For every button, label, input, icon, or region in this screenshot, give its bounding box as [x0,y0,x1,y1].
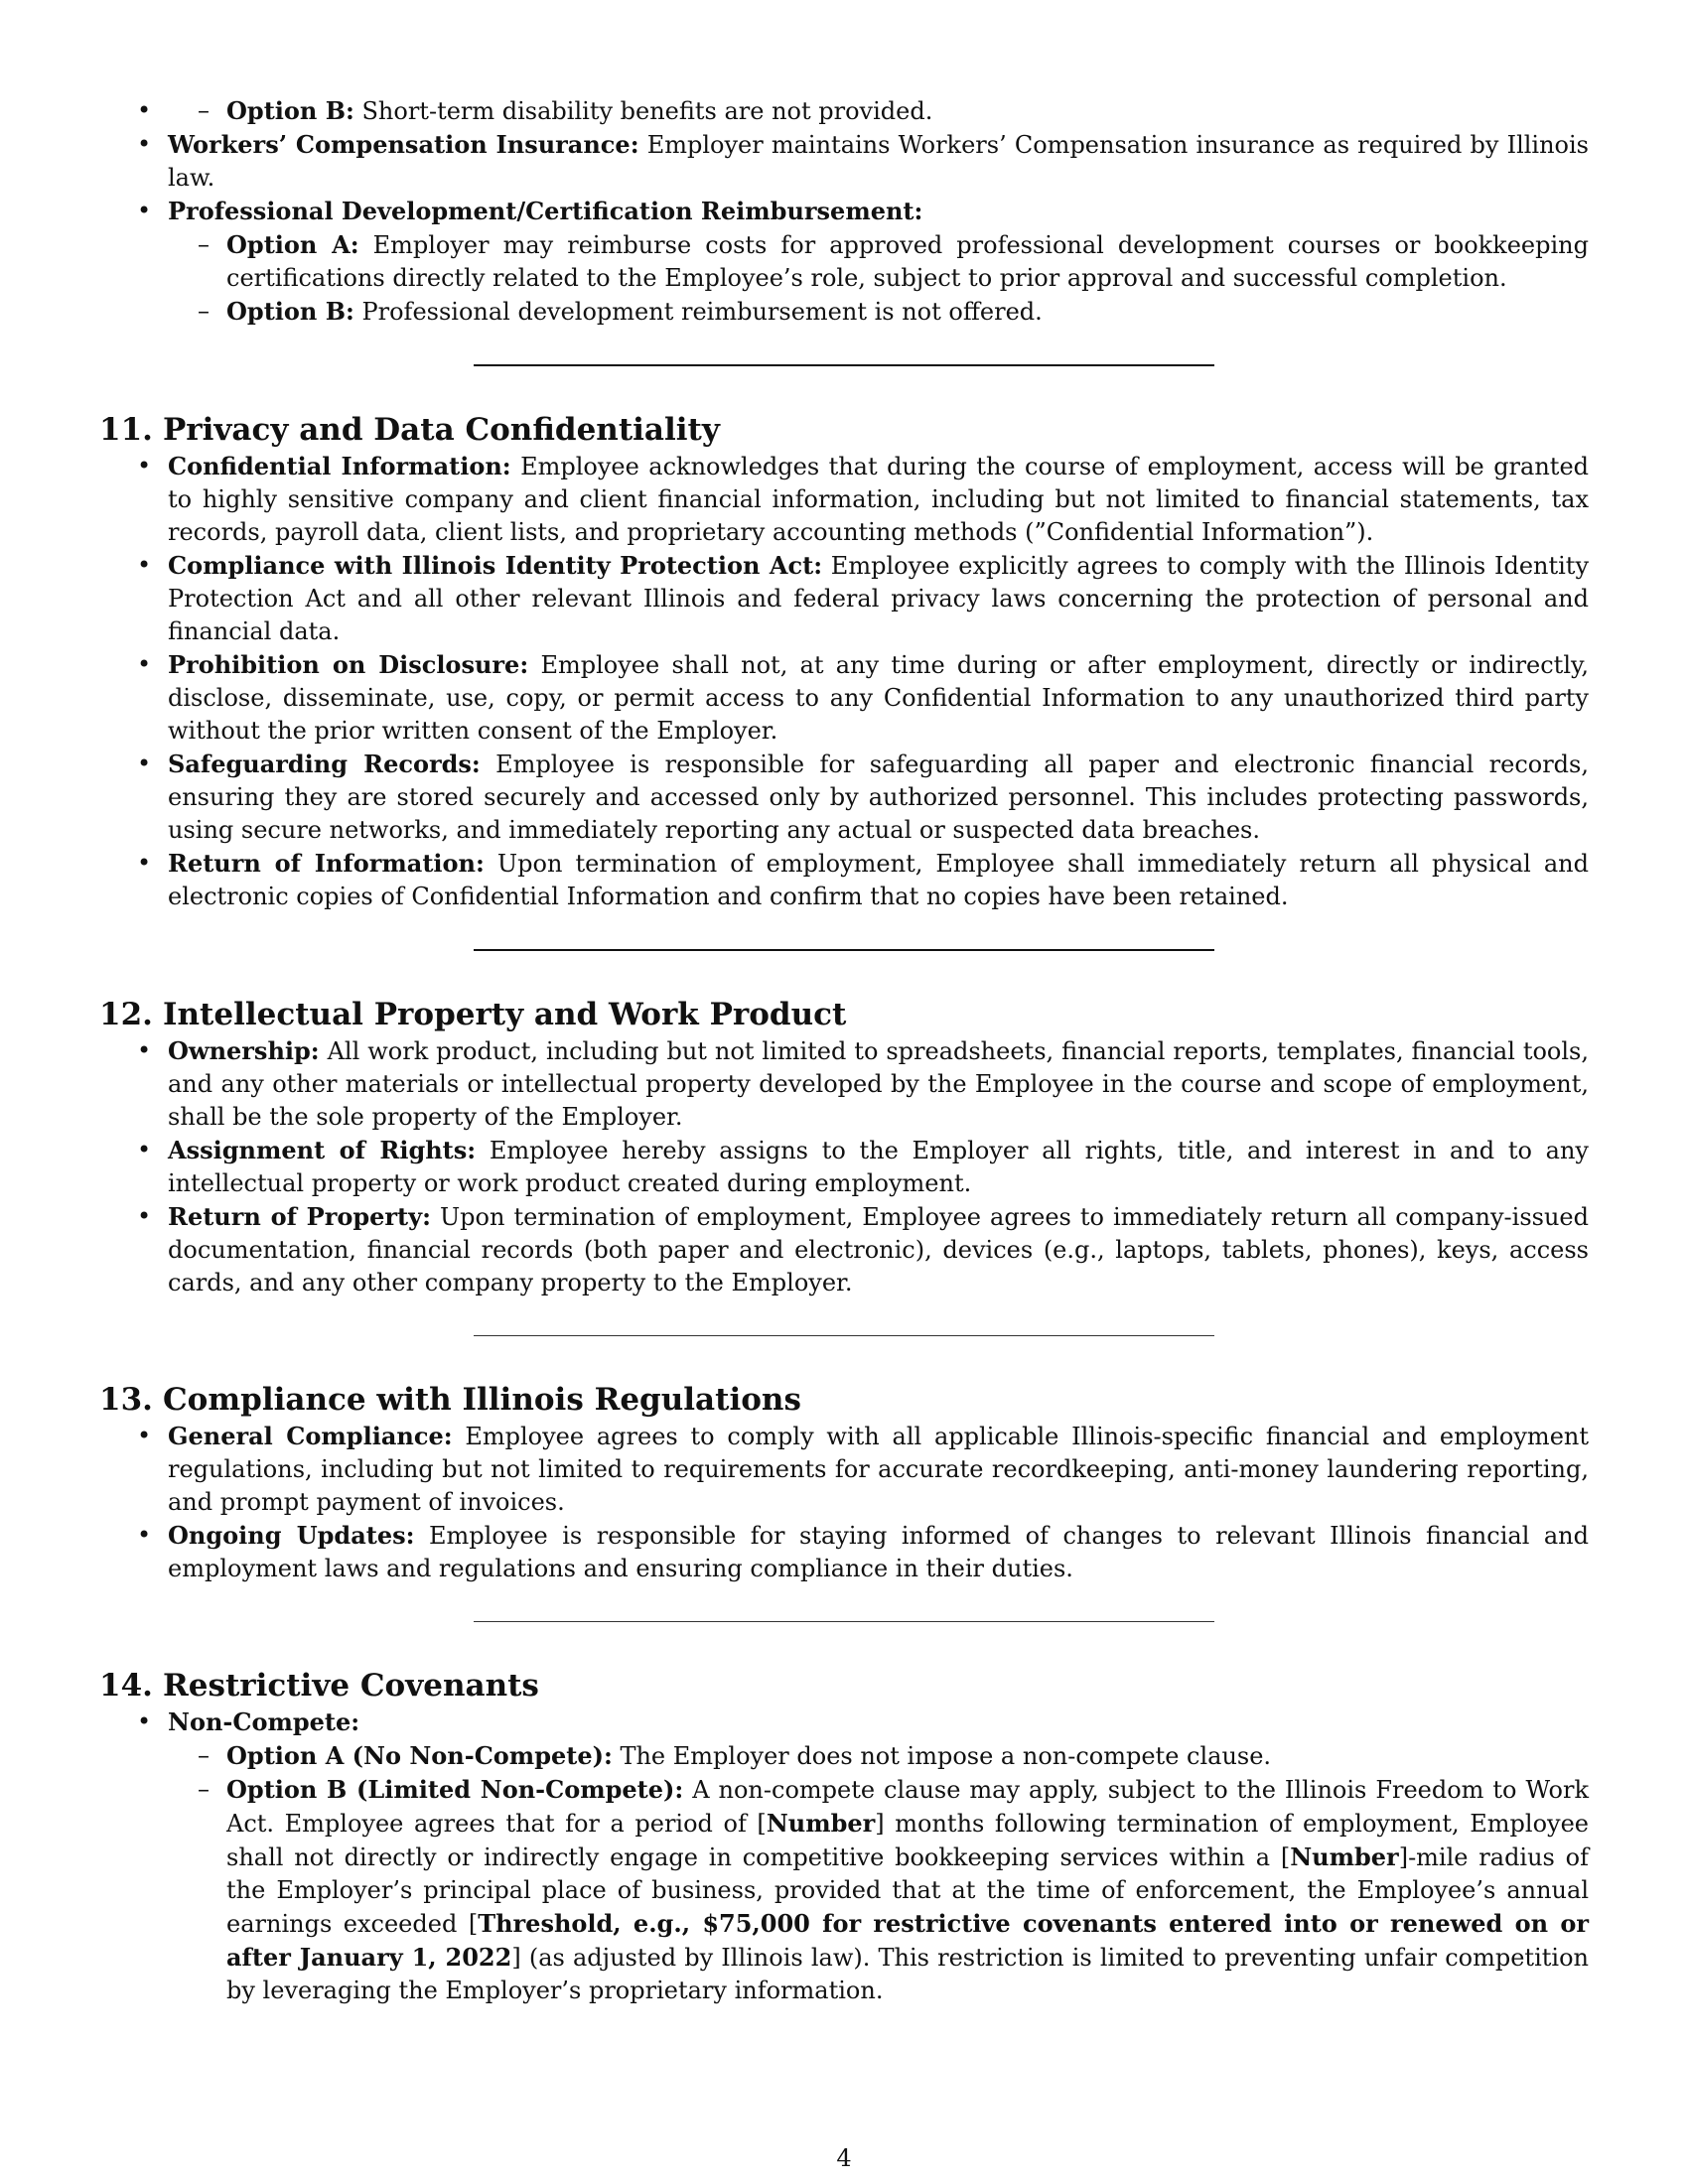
item-text: Short-term disability benefits are not provided. [353,97,933,125]
item-label: Ongoing Updates: [168,1521,415,1550]
item-text: Professional development reimbursement is not offered. [353,298,1043,326]
item-text: Employee agrees to comply with all applicable Illinois-specific financial and employment regulations, including but not limited to requirements for accurate recordkeeping, anti-money laundering reporting, and prompt payment of invoices. [168,1423,1589,1516]
item-text: Employee shall not, at any time during or after employment, directly or indirectly, disclose, disseminate, use, copy, or permit access to any Confidential Information to any unauthorized third party without the prior written consent of the Employer. [168,651,1590,745]
section-title: Restrictive Covenants [163,1668,539,1704]
item-text: ] months following termination of employment, Employee shall not directly or indirectly engage in competitive bookkeeping services within a [ [226,1810,1589,1871]
list-item [99,1134,1589,1200]
item-label: Return of Property: [168,1202,431,1231]
section-title: Intellectual Property and Work Product [163,997,847,1032]
placeholder-number: Number [1290,1843,1399,1871]
item-label: Prohibition on Disclosure: [168,650,529,679]
item-label: Option B (Limited Non-Compete): [226,1775,684,1804]
item-text: The Employer does not impose a non-compete clause. [612,1742,1272,1770]
item-text: Employee acknowledges that during the course of employment, access will be granted to highly sensitive company and client financial information, including but not limited to financial statements, tax records, payroll data, client lists, and proprietary accounting methods (”Confidential Information”). [168,453,1590,546]
item-label: Safeguarding Records: [168,750,481,778]
list-item [99,1200,1589,1299]
list-item [168,94,1589,128]
section-heading [99,1380,1589,1420]
section-divider [474,949,1214,951]
item-text: Employer may reimburse costs for approved professional development courses or bookkeeping certifications directly related to the Employee’s role, subject to prior approval and successful completion. [226,231,1589,292]
list-item [99,1519,1589,1585]
item-text: Employee is responsible for staying informed of changes to relevant Illinois financial and employment laws and regulations and ensuring compliance in their duties. [168,1522,1589,1582]
item-text: Employer maintains Workers’ Compensation insurance as required by Illinois law. [168,131,1589,192]
item-label: Return of Information: [168,849,485,878]
item-label: Option B: [226,297,354,326]
section-title: Compliance with Illinois Regulations [163,1382,801,1418]
item-text: Upon termination of employment, Employee shall immediately return all physical and electronic copies of Confidential Information and confirm that no copies have been retained. [168,850,1589,910]
carryover-prev-bullet [99,94,1589,128]
list-item [168,1739,1589,1773]
list-item [99,847,1589,913]
item-label: Professional Development/Certification Reimbursement: [168,197,923,225]
list-item [99,1420,1589,1519]
list-item [99,450,1589,549]
list-item [99,195,1589,329]
section-number: 13. [99,1382,153,1418]
carryover-list [99,94,1589,128]
item-text: Upon termination of employment, Employee agrees to immediately return all company-issued documentation, financial records (both paper and electronic), devices (e.g., laptops, tablets, phones), keys, access cards, and any other company property to the Employer. [168,1203,1589,1297]
placeholder-threshold: Threshold, e.g., $75,000 for restrictive covenants entered into or renewed on or after January 1, 2022 [226,1909,1589,1972]
item-label: Option B: [226,96,354,125]
list-item [99,1706,1589,2007]
section-heading [99,410,1589,450]
section-list [99,1706,1589,2007]
placeholder-number: Number [766,1809,876,1838]
item-label: Confidential Information: [168,452,511,480]
section-list [99,1420,1589,1585]
section-list [99,1034,1589,1299]
list-item [99,549,1589,648]
section-list [99,450,1589,913]
list-item [99,748,1589,847]
item-label: Ownership: [168,1036,320,1065]
item-text: Employee hereby assigns to the Employer all rights, title, and interest in and to any intellectual property or work product created during employment. [168,1137,1589,1197]
item-label: Workers’ Compensation Insurance: [168,130,639,159]
page-number: 4 [836,2144,852,2172]
section-number: 14. [99,1668,153,1704]
list-item [168,228,1589,295]
item-label: Option A: [226,230,359,259]
item-text: A non-compete clause may apply, subject to the Illinois Freedom to Work Act. Employee agrees that for a period of [ [226,1776,1589,1838]
item-text: Employee explicitly agrees to comply with the Illinois Identity Protection Act and all other relevant Illinois and federal privacy laws concerning the protection of personal and financial data. [168,552,1589,645]
list-item [99,128,1589,195]
section-title: Privacy and Data Confidentiality [163,412,720,448]
section-divider [474,364,1214,366]
item-label: Assignment of Rights: [168,1136,477,1164]
list-item [168,295,1589,329]
item-label: Compliance with Illinois Identity Protection Act: [168,551,823,580]
item-text: All work product, including but not limited to spreadsheets, financial reports, templates, financial tools, and any other materials or intellectual property developed by the Employee in the course and scope of employment, shall be the sole property of the Employer. [168,1037,1589,1131]
list-item [168,1773,1589,2007]
item-text: ] (as adjusted by Illinois law). This restriction is limited to preventing unfair competition by leveraging the Employer’s proprietary information. [226,1944,1589,2004]
carryover-block [99,94,1589,329]
item-label: Option A (No Non-Compete): [226,1741,613,1770]
item-text: ]-mile radius of the Employer’s principal place of business, provided that at the time of enforcement, the Employee’s annual earnings exceeded [ [226,1843,1590,1938]
section-number: 11. [99,412,153,448]
section-divider [474,1335,1214,1336]
section-heading [99,995,1589,1034]
list-item [99,1034,1589,1134]
page-content [99,94,1589,2007]
section-divider [474,1621,1214,1622]
section-number: 12. [99,997,153,1032]
section-heading [99,1666,1589,1706]
item-label: General Compliance: [168,1422,453,1450]
item-text: Employee is responsible for safeguarding all paper and electronic financial records, ensuring they are stored securely and accessed only by authorized personnel. This includes protecting passwords, using secure networks, and immediately reporting any actual or suspected data breaches. [168,751,1589,844]
item-label: Non-Compete: [168,1707,360,1736]
list-item [99,648,1589,748]
